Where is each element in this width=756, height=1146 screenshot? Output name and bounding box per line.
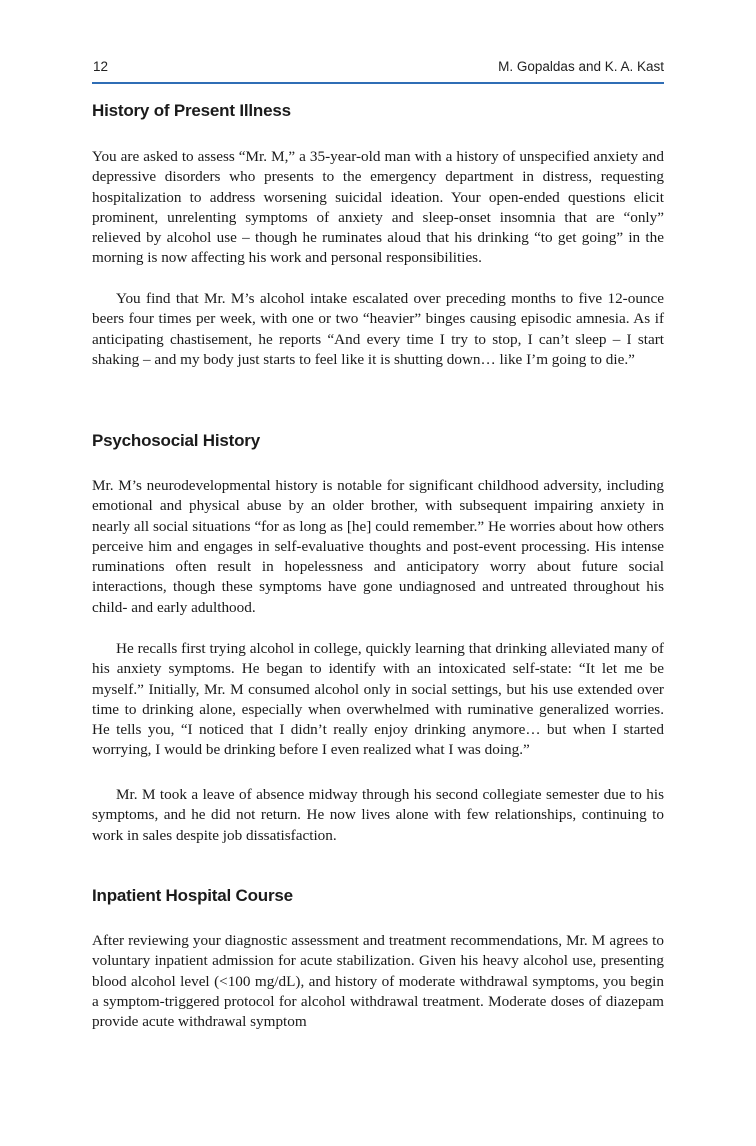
paragraph: He recalls first trying alcohol in college, quickly learning that drinking alleviated many of his anxiety symptoms. He began to identify with an intoxicated self-state: “It let me be myself.” Initially, Mr. M consumed alcohol only in social settings, but his use extended over time to drinking alone, especially when overwhelmed with ruminative generalized worries. He tells you, “I noticed that I didn’t really enjoy drinking anymore… but when I started worrying, I would be drinking before I even realized what I was doing.” [92, 640, 664, 759]
header-rule [92, 82, 664, 84]
paragraph: You find that Mr. M’s alcohol intake escalated over preceding months to five 12-ounce beers four times per week, with one or two “heavier” binges causing episodic amnesia. As if anticipating chastisement, he reports “And every time I try to stop, I can’t sleep – I start shaking – and my body just starts to feel like it is shutting down… like I’m going to die.” [92, 290, 664, 368]
running-head-authors: M. Gopaldas and K. A. Kast [498, 59, 664, 74]
section-heading-inpatient-hospital-course: Inpatient Hospital Course [92, 886, 293, 905]
paragraph: Mr. M’s neurodevelopmental history is notable for significant childhood adversity, including emotional and physical abuse by an older brother, with subsequent impairing anxiety in nearly all social situations “for as long as [he] could remember.” He worries about how others perceive him and engages in self-evaluative thoughts and post-event processing. His intense ruminations often result in hopelessness and anticipatory worry about future social interactions, though these symptoms have gone undiagnosed and untreated throughout his child- and early adulthood. [92, 477, 664, 616]
section-heading-history-of-present-illness: History of Present Illness [92, 101, 291, 120]
running-head [92, 57, 664, 81]
section-heading-psychosocial-history: Psychosocial History [92, 431, 260, 450]
paragraph: You are asked to assess “Mr. M,” a 35-year-old man with a history of unspecified anxiety and depressive disorders who presents to the emergency department in distress, requesting hospitalization to address worsening suicidal ideation. Your open-ended questions elicit prominent, unrelenting symptoms of anxiety and sleep-onset insomnia that are “only” relieved by alcohol use – though he ruminates aloud that his drinking “to get going” in the morning is now affecting his work and personal responsibilities. [92, 148, 664, 267]
paragraph: After reviewing your diagnostic assessment and treatment recommendations, Mr. M agrees to voluntary inpatient admission for acute stabilization. Given his heavy alcohol use, presenting blood alcohol level (<100 mg/dL), and history of moderate withdrawal symptoms, you begin a symptom-triggered protocol for alcohol withdrawal treatment. Moderate doses of diazepam provide acute withdrawal symptom [92, 932, 664, 1031]
paragraph: Mr. M took a leave of absence midway through his second collegiate semester due to his symptoms, and he did not return. He now lives alone with few relationships, continuing to work in sales despite job dissatisfaction. [92, 786, 664, 844]
page-number: 12 [93, 59, 109, 74]
